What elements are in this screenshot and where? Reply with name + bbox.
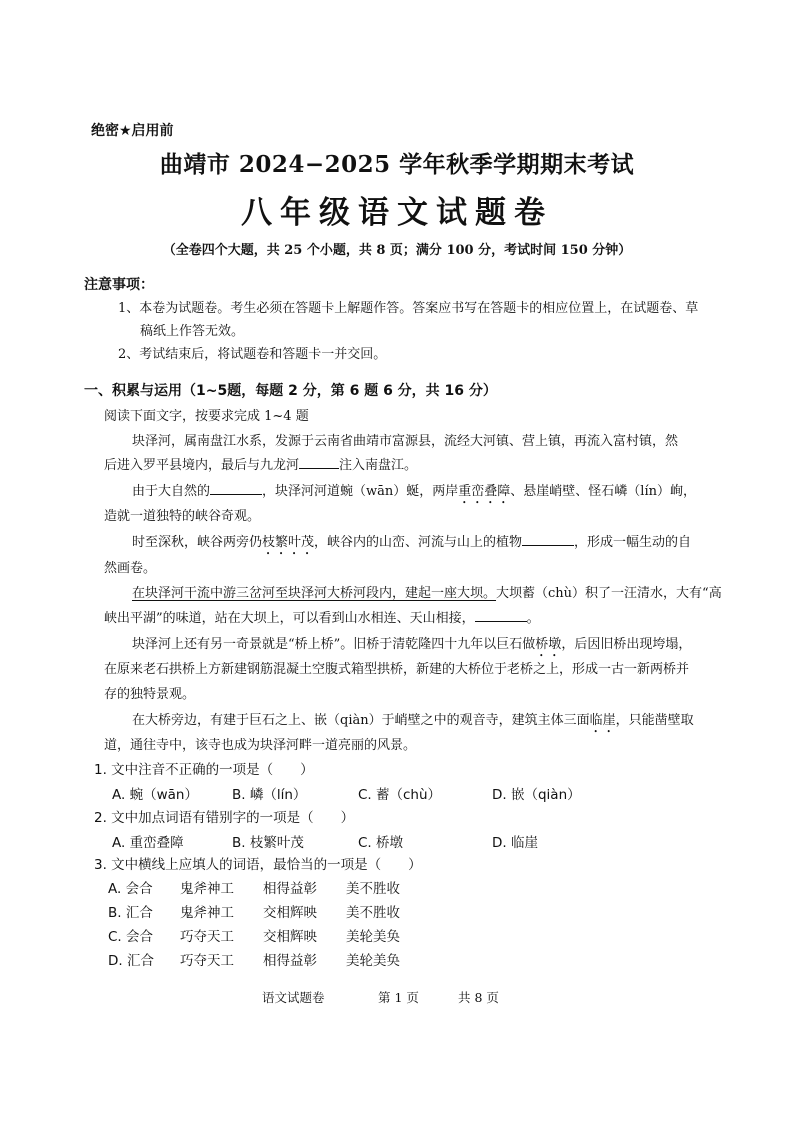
notice-item-1: 1、本卷为试题卷。考生必须在答题卡上解题作答。答案应书写在答题卡的相应位置上，在试题卷、草 <box>118 301 699 316</box>
notice-item-1-cont: 稿纸上作答无效。 <box>140 324 245 339</box>
q2-option-d: D. 临崖 <box>492 835 538 851</box>
blank-2 <box>210 480 262 495</box>
q1-option-a: A. 蜿（wān） <box>112 787 198 803</box>
q2-option-a: A. 重峦叠障 <box>112 835 184 851</box>
passage-p3-line2: 然画卷。 <box>104 561 157 576</box>
reading-instruction: 阅读下面文字，按要求完成 1~4 题 <box>104 409 309 424</box>
notice-heading: 注意事项： <box>84 277 154 293</box>
passage-p6-line1: 在大桥旁边，有建于巨石之上、嵌（qiàn）于峭壁之中的观音寺，建筑主体三面临崖，只能凿壁取 <box>132 713 694 728</box>
q1-option-c: C. 蓄（chù） <box>358 787 442 803</box>
blank-3 <box>522 531 574 546</box>
q3-option-a-word4: 美不胜收 <box>346 881 400 897</box>
q3-option-d-word1: D. 汇合 <box>108 953 154 969</box>
q1-option-d: D. 嵌（qiàn） <box>492 787 581 803</box>
q3-option-b-word3: 交相辉映 <box>263 905 317 921</box>
question-3-stem: 3. 文中横线上应填人的词语，最恰当的一项是（ ） <box>94 857 422 873</box>
passage-p2-line1: 由于大自然的 ，块泽河河道蜿（wān）蜒，两岸重峦叠障、悬崖峭壁、怪石嶙（lín）峋， <box>132 480 696 507</box>
q3-option-d-word2: 巧夺天工 <box>180 953 234 969</box>
q3-option-a-word2: 鬼斧神工 <box>180 881 234 897</box>
footer-subject: 语文试题卷 <box>262 990 325 1005</box>
q2-option-c: C. 桥墩 <box>358 835 404 851</box>
q3-option-b-word4: 美不胜收 <box>346 905 400 921</box>
q3-option-d-word3: 相得益彰 <box>263 953 317 969</box>
blank-4 <box>475 607 527 622</box>
passage-p3-line1: 时至深秋，峡谷两旁仍枝繁叶茂，峡谷内的山峦、河流与山上的植物 ，形成一幅生动的自 <box>132 531 691 558</box>
q3-option-c-word3: 交相辉映 <box>263 929 317 945</box>
q3-option-d-word4: 美轮美奂 <box>346 953 400 969</box>
blank-1 <box>299 454 339 469</box>
exam-title: 曲靖市 2024−2025 学年秋季学期期末考试 <box>159 151 635 178</box>
passage-p5-line3: 存的独特景观。 <box>104 687 196 702</box>
passage-p5-line1: 块泽河上还有另一奇景就是“桥上桥”。旧桥于清乾隆四十九年以巨石做桥墩，后因旧桥出现垮塌， <box>132 637 692 652</box>
q3-option-c-word1: C. 会合 <box>108 929 154 945</box>
footer-page-number: 第 1 页 <box>378 990 419 1005</box>
q3-option-c-word2: 巧夺天工 <box>180 929 234 945</box>
passage-p4-line2: 峡出平湖”的味道，站在大坝上，可以看到山水相连、天山相接， 。 <box>104 607 540 626</box>
confidential-mark: 绝密★启用前 <box>91 123 174 139</box>
q2-option-b: B. 枝繁叶茂 <box>232 835 304 851</box>
passage-p5-line2: 在原来老石拱桥上方新建钢筋混凝土空腹式箱型拱桥，新建的大桥位于老桥之上，形成一古一新两桥并 <box>104 662 690 677</box>
question-2-stem: 2. 文中加点词语有错别字的一项是（ ） <box>94 810 355 826</box>
notice-item-2: 2、考试结束后，将试题卷和答题卡一并交回。 <box>118 347 387 362</box>
section-heading: 一、积累与运用（1~5题，每题 2 分，第 6 题 6 分，共 16 分） <box>84 383 497 399</box>
q3-option-b-word2: 鬼斧神工 <box>180 905 234 921</box>
passage-p6-line2: 道，通往寺中，该寺也成为块泽河畔一道亮丽的风景。 <box>104 738 417 753</box>
q3-option-c-word4: 美轮美奂 <box>346 929 400 945</box>
q3-option-a-word1: A. 会合 <box>108 881 153 897</box>
q1-option-b: B. 嶙（lín） <box>232 787 307 803</box>
q3-option-b-word1: B. 汇合 <box>108 905 153 921</box>
paper-title: 八年级语文试题卷 <box>241 195 553 231</box>
passage-p2-line2: 造就一道独特的峡谷奇观。 <box>104 509 261 524</box>
passage-p1-line1: 块泽河，属南盘江水系，发源于云南省曲靖市富源县，流经大河镇、营上镇，再流入富村镇，然 <box>132 434 679 449</box>
question-1-stem: 1. 文中注音不正确的一项是（ ） <box>94 762 314 778</box>
exam-scope: （全卷四个大题，共 25 个小题，共 8 页；满分 100 分，考试时间 150 分钟） <box>162 243 632 258</box>
passage-p1-line2: 后进入罗平县境内，最后与九龙河 注入南盘江。 <box>104 454 417 473</box>
q3-option-a-word3: 相得益彰 <box>263 881 317 897</box>
passage-p4-line1: 在块泽河干流中游三岔河至块泽河大桥河段内，建起一座大坝。大坝蓄（chù）积了一汪清水，大有“高 <box>132 586 722 601</box>
footer-total-pages: 共 8 页 <box>458 990 499 1005</box>
